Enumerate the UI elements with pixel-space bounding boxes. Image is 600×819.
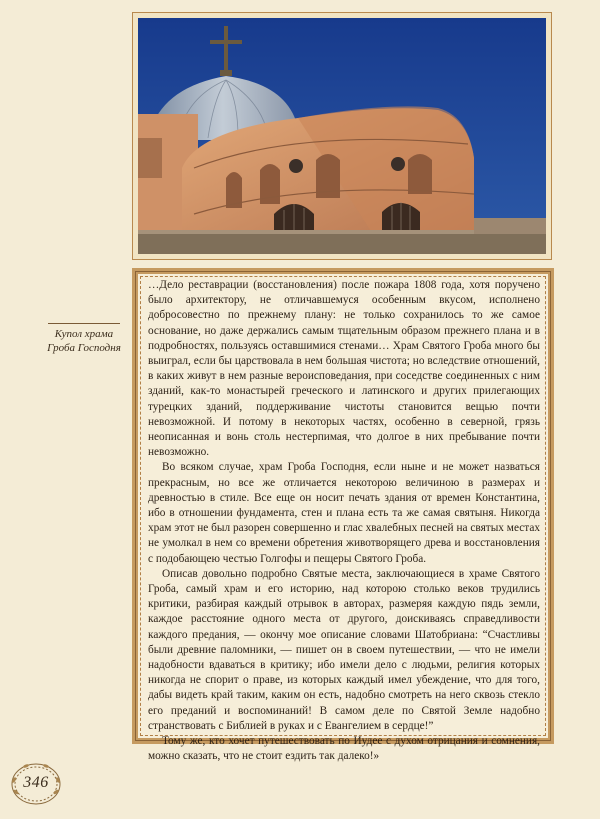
text-frame xyxy=(132,268,554,763)
church-dome-photo xyxy=(138,18,546,254)
paragraph-3: Описав довольно подробно Святые места, заключающиеся в храме Святого Гроба, самый храм и его историю, над которою столько веков трудились критики, разбирая каждый отрывок в авторах, размеряя каждую пядь земли, каждое расстояние одного места от другого, доискиваясь справедливости каждого предания, — окончу мое описание словами Шатобриана: “Счастливы были древние паломники, — пишет он в своем путешествии, — что не имели надобности вдаваться в критику; ибо имели дело с людьми, религия которых никогда не спорит о праве, из которых каждый имел убеждение, что для того, дабы видеть край таким, каким он есть, надобно смотреть на него сквозь стекло его преданий и воспоминаний! В самом деле по Святой Земле надобно странствовать с Библией в руках и с Евангелием в сердце!” xyxy=(148,567,540,732)
caption-line-1: Купол храма xyxy=(54,328,114,340)
photo-caption xyxy=(30,323,138,355)
paragraph-4: Тому же, кто хочет путешествовать по Иудее с духом отрицания и сомнения, можно сказать, что не стоит ездить так далеко!» xyxy=(148,735,540,763)
caption-rule xyxy=(48,323,120,324)
paragraph-2: Во всяком случае, храм Гроба Господня, если ныне и не может назваться прекрасным, но все же отличается некоторою величиною в размерах и древностью в стиле. Все еще он носит печать здания от времен Константина, ибо в отношении фундамента, стен и плана есть та же самая святыня. Никогда храм этот не был разорен совершенно и глас хвалебных песней на святых местах не умолкал в нем со времени обретения животворящего древа и восстановления с подобающею честью Голгофы и пещеры Святого Гроба. xyxy=(148,461,540,565)
page-number-badge xyxy=(8,760,64,808)
photo-frame xyxy=(132,12,552,260)
caption-line-2: Гроба Господня xyxy=(47,342,121,354)
paragraph-1: …Дело реставрации (восстановления) после пожара 1808 года, хотя поручено было архитектору, не отличавшемуся особенным вкусом, исполнено добросовестно по прежнему плану: не только сохранилось то же самое основание, но даже держались самым тщательным образом прежнего плана и в подробностях, пользуясь оставшимися стенами… Храм Святого Гроба много бы выиграл, если бы царствовала в нем большая чистота; но вследствие отношений, в каких живут в нем разные вероисповедания, при соседстве соединенных с ним зданий, как-то монастырей греческого и латинского и других прилегающих турецких зданий, поддерживание чистоты становится вещью почти невозможной. И потому в некоторых частях, особенно в северной, грязь неописанная и вонь столь нестерпимая, что долгое в них пребывание почти невозможно. xyxy=(148,279,540,459)
page-number: 346 xyxy=(23,774,49,791)
body-text xyxy=(148,278,540,765)
